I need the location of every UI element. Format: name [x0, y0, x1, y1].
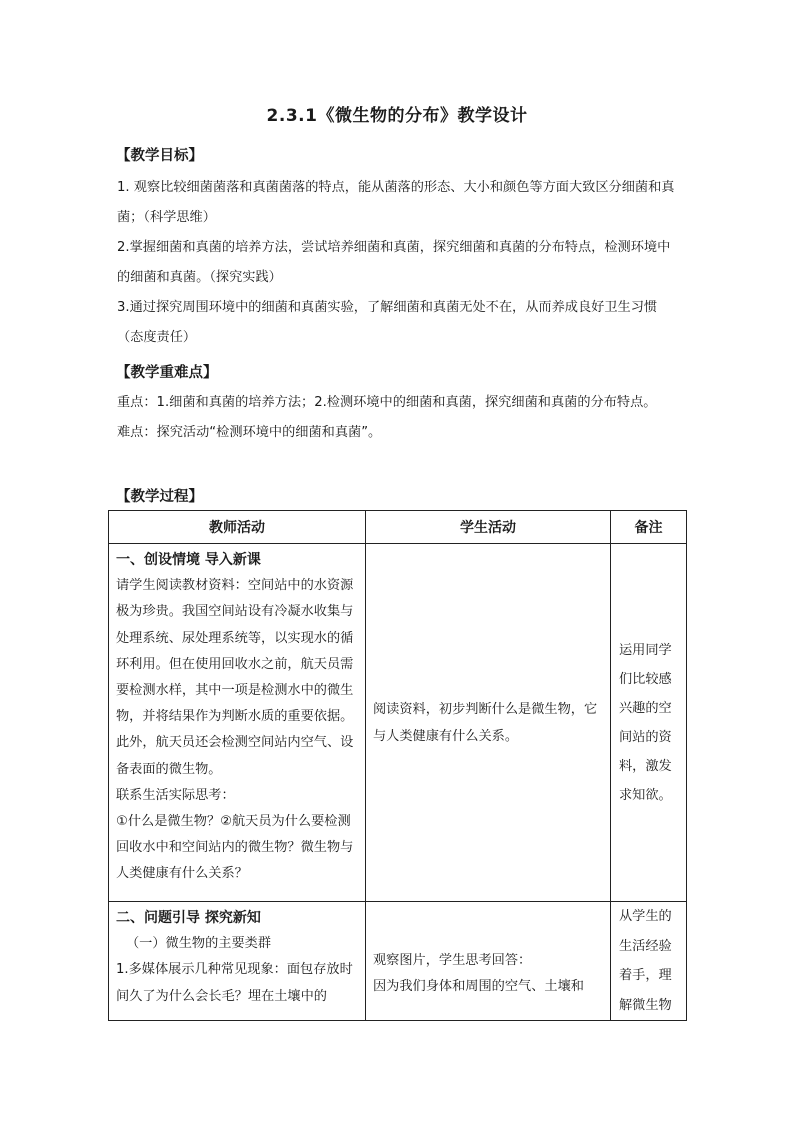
table-row — [109, 544, 687, 902]
objectives-list — [117, 173, 677, 353]
teacher-text: 1.多媒体展示几种常见现象：面包存放时间久了为什么会长毛？埋在土壤中的 — [116, 962, 353, 1004]
questions-text: ①什么是微生物？②航天员为什么要检测回收水中和空间站内的微生物？微生物与人类健康有什么关系？ — [116, 814, 354, 882]
objective-item: 1. 观察比较细菌菌落和真菌菌落的特点，能从菌落的形态、大小和颜色等方面大致区分细菌和真菌；（科学思维） — [117, 180, 675, 225]
teacher-activity-cell — [109, 544, 366, 902]
objective-item: 2.掌握细菌和真菌的培养方法，尝试培养细菌和真菌，探究细菌和真菌的分布特点，检测环境中的细菌和真菌。（探究实践） — [117, 240, 671, 285]
table-header-row — [109, 511, 687, 544]
student-activity-cell — [366, 902, 611, 1021]
subsection-title: （一）微生物的主要类群 — [126, 936, 272, 952]
teacher-text: 请学生阅读教材资料：空间站中的水资源极为珍贵。我国空间站设有冷凝水收集与处理系统、尿处理系统等，以实现水的循环利用。但在使用回收水之前，航天员需要检测水样，其中一项是检测水中的微生物，并将结果作为判断水质的重要依据。此外，航天员还会检测空间站内空气、设备表面的微生物。 — [116, 578, 354, 777]
objective-item: 3.通过探究周围环境中的细菌和真菌实验，了解细菌和真菌无处不在，从而养成良好卫生习惯（态度责任） — [117, 300, 658, 345]
teaching-process-table — [108, 510, 687, 1021]
teacher-activity-cell — [109, 902, 366, 1021]
student-text: 观察图片，学生思考回答： — [373, 953, 532, 968]
column-header: 备注 — [611, 511, 687, 544]
think-label: 联系生活实际思考： — [116, 787, 235, 803]
note-cell: 从学生的生活经验着手，理解微生物 — [611, 902, 687, 1021]
table-row — [109, 902, 687, 1021]
document-title: 2.3.1《微生物的分布》教学设计 — [266, 106, 528, 126]
key-points — [117, 388, 677, 448]
process-heading: 【教学过程】 — [116, 489, 203, 505]
key-point-text: 重点：1.细菌和真菌的培养方法；2.检测环境中的细菌和真菌，探究细菌和真菌的分布特点。 — [117, 395, 657, 410]
objectives-heading: 【教学目标】 — [116, 148, 203, 164]
section-title: 二、问题引导 探究新知 — [116, 910, 261, 926]
student-text: 因为我们身体和周围的空气、土壤和 — [373, 979, 584, 994]
column-header: 教师活动 — [109, 511, 366, 544]
student-activity-cell: 阅读资料，初步判断什么是微生物，它与人类健康有什么关系。 — [366, 544, 611, 902]
key-points-heading: 【教学重难点】 — [116, 365, 218, 381]
column-header: 学生活动 — [366, 511, 611, 544]
difficult-point-text: 难点：探究活动“检测环境中的细菌和真菌”。 — [117, 425, 382, 440]
note-cell: 运用同学们比较感兴趣的空间站的资料，激发求知欲。 — [611, 544, 687, 902]
section-title: 一、创设情境 导入新课 — [116, 552, 261, 568]
